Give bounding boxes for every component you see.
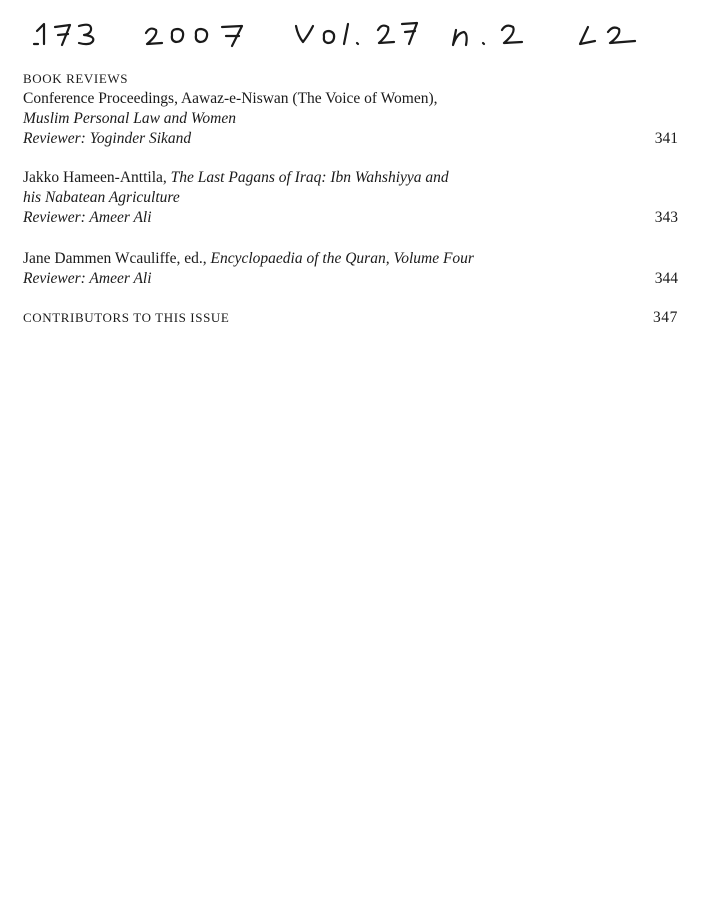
entry-title-line [23, 168, 583, 188]
entry-italic-title: Encyclopaedia of the Quran, Volume Four [210, 250, 474, 267]
entry-reviewer: Reviewer: Ameer Ali [23, 209, 152, 226]
contributors-label: CONTRIBUTORS TO THIS ISSUE [23, 310, 230, 325]
handwritten-annotation-drawing [0, 0, 703, 60]
entry-reviewer-line [23, 208, 583, 228]
section-heading: BOOK REVIEWS [23, 71, 129, 86]
page-number: 344 [654, 270, 678, 287]
toc-entry [23, 249, 678, 289]
entry-italic-title-continued: his Nabatean Agriculture [23, 189, 180, 206]
entry-reviewer-line [23, 269, 583, 289]
toc-entry-body [23, 249, 583, 289]
entry-title-line: Conference Proceedings, Aawaz-e-Niswan (The Voice of Women), [23, 90, 438, 107]
handwritten-annotation [0, 0, 703, 60]
contributors-entry [23, 308, 678, 328]
entry-title-line [23, 249, 583, 269]
page-number: 347 [652, 309, 678, 326]
page-number: 341 [654, 130, 678, 147]
toc-entry [23, 89, 678, 149]
toc-entry-body [23, 89, 583, 149]
entry-author: Jane Dammen Wcauliffe, ed., [23, 250, 211, 267]
table-of-contents [23, 70, 678, 328]
page-number: 343 [654, 209, 678, 226]
entry-reviewer-line [23, 129, 583, 149]
entry-reviewer: Reviewer: Ameer Ali [23, 270, 152, 287]
entry-italic-title: The Last Pagans of Iraq: Ibn Wahshiyya and [170, 169, 449, 186]
entry-subtitle-line [23, 188, 583, 208]
toc-entry [23, 168, 678, 228]
entry-author: Jakko Hameen-Anttila, [23, 169, 171, 186]
entry-italic-title: Muslim Personal Law and Women [23, 110, 236, 127]
entry-subtitle-line [23, 109, 583, 129]
toc-entry-body [23, 168, 583, 228]
entry-reviewer: Reviewer: Yoginder Sikand [23, 130, 192, 147]
